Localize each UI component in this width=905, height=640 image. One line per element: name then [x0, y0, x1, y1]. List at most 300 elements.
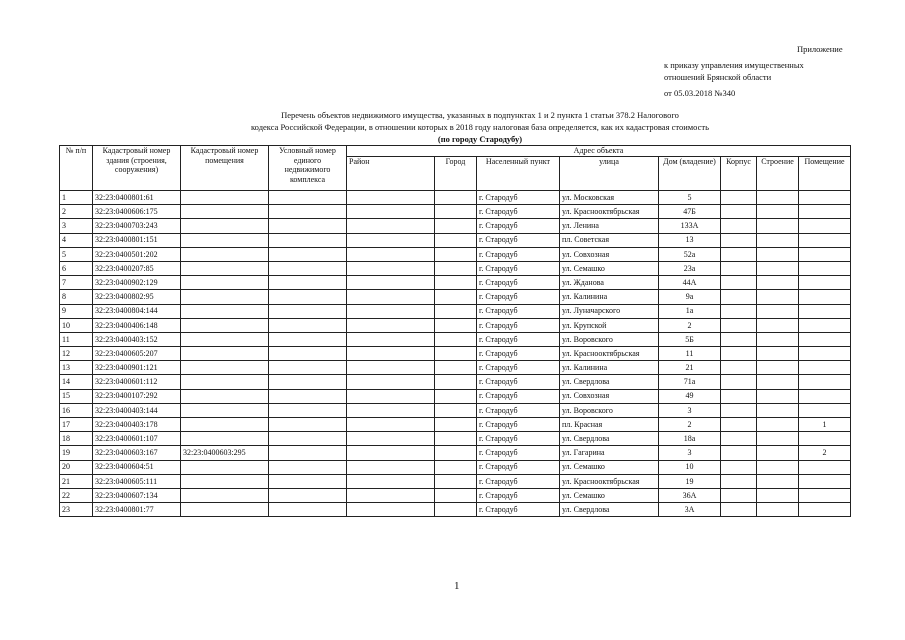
- cell-city: [435, 503, 477, 517]
- page-number: 1: [454, 580, 460, 592]
- cell-locality: г. Стародуб: [477, 191, 560, 205]
- cell-city: [435, 432, 477, 446]
- cell-house: 21: [659, 361, 721, 375]
- cell-complex-number: [269, 446, 347, 460]
- cell-complex-number: [269, 347, 347, 361]
- cell-district: [347, 247, 435, 261]
- cell-pomeshchenie: [799, 261, 851, 275]
- cell-korpus: [721, 219, 757, 233]
- cell-building-cadastral: 32:23:0400606:175: [93, 205, 181, 219]
- cell-street: ул. Краснооктябрьская: [560, 205, 659, 219]
- cell-korpus: [721, 318, 757, 332]
- cell-city: [435, 276, 477, 290]
- cell-building-cadastral: 32:23:0400207:85: [93, 261, 181, 275]
- cell-locality: г. Стародуб: [477, 389, 560, 403]
- cell-premise-cadastral: [181, 261, 269, 275]
- cell-house: 10: [659, 460, 721, 474]
- cell-street: ул. Свердлова: [560, 375, 659, 389]
- cell-num: 22: [60, 488, 93, 502]
- appendix-authority-line: отношений Брянской области: [664, 72, 772, 82]
- cell-locality: г. Стародуб: [477, 460, 560, 474]
- cell-locality: г. Стародуб: [477, 304, 560, 318]
- cell-locality: г. Стародуб: [477, 474, 560, 488]
- table-row: [60, 205, 851, 219]
- cell-district: [347, 474, 435, 488]
- cell-stroenie: [757, 247, 799, 261]
- cell-building-cadastral: 32:23:0400601:107: [93, 432, 181, 446]
- cell-stroenie: [757, 389, 799, 403]
- cell-premise-cadastral: [181, 290, 269, 304]
- cell-premise-cadastral: [181, 375, 269, 389]
- cell-district: [347, 233, 435, 247]
- cell-street: ул. Семашко: [560, 261, 659, 275]
- cell-city: [435, 261, 477, 275]
- cell-building-cadastral: 32:23:0400403:144: [93, 403, 181, 417]
- header-city: Город: [435, 157, 477, 191]
- cell-building-cadastral: 32:23:0400802:95: [93, 290, 181, 304]
- cell-district: [347, 347, 435, 361]
- cell-num: 9: [60, 304, 93, 318]
- table-row: [60, 488, 851, 502]
- cell-stroenie: [757, 361, 799, 375]
- cell-korpus: [721, 432, 757, 446]
- cell-pomeshchenie: [799, 219, 851, 233]
- cell-house: 19: [659, 474, 721, 488]
- cell-street: ул. Жданова: [560, 276, 659, 290]
- cell-city: [435, 332, 477, 346]
- cell-district: [347, 361, 435, 375]
- cell-street: ул. Воровского: [560, 403, 659, 417]
- cell-house: 5: [659, 191, 721, 205]
- cell-house: 13: [659, 233, 721, 247]
- cell-korpus: [721, 474, 757, 488]
- table-row: [60, 460, 851, 474]
- header-num: № п/п: [60, 146, 93, 191]
- cell-building-cadastral: 32:23:0400603:167: [93, 446, 181, 460]
- table-row: [60, 304, 851, 318]
- cell-pomeshchenie: [799, 432, 851, 446]
- cell-locality: г. Стародуб: [477, 503, 560, 517]
- cell-house: 1а: [659, 304, 721, 318]
- cell-stroenie: [757, 332, 799, 346]
- cell-city: [435, 375, 477, 389]
- cell-house: 11: [659, 347, 721, 361]
- property-register-table: [59, 145, 851, 517]
- cell-building-cadastral: 32:23:0400902:129: [93, 276, 181, 290]
- cell-locality: г. Стародуб: [477, 446, 560, 460]
- cell-pomeshchenie: [799, 233, 851, 247]
- cell-locality: г. Стародуб: [477, 332, 560, 346]
- cell-district: [347, 191, 435, 205]
- cell-locality: г. Стародуб: [477, 233, 560, 247]
- cell-stroenie: [757, 488, 799, 502]
- cell-num: 8: [60, 290, 93, 304]
- cell-complex-number: [269, 418, 347, 432]
- cell-complex-number: [269, 474, 347, 488]
- cell-city: [435, 219, 477, 233]
- cell-locality: г. Стародуб: [477, 247, 560, 261]
- cell-district: [347, 432, 435, 446]
- cell-pomeshchenie: [799, 247, 851, 261]
- cell-pomeshchenie: [799, 290, 851, 304]
- cell-num: 6: [60, 261, 93, 275]
- cell-premise-cadastral: [181, 403, 269, 417]
- cell-stroenie: [757, 347, 799, 361]
- cell-district: [347, 375, 435, 389]
- cell-stroenie: [757, 276, 799, 290]
- header-house: Дом (владение): [659, 157, 721, 191]
- cell-num: 19: [60, 446, 93, 460]
- cell-street: ул. Калинина: [560, 290, 659, 304]
- cell-stroenie: [757, 474, 799, 488]
- document-heading-line-1: Перечень объектов недвижимого имущества, указанных в подпунктах 1 и 2 пункта 1 статьи 378.2 Налогового: [281, 110, 679, 120]
- cell-locality: г. Стародуб: [477, 205, 560, 219]
- cell-house: 3: [659, 403, 721, 417]
- cell-locality: г. Стародуб: [477, 219, 560, 233]
- cell-city: [435, 347, 477, 361]
- table-row: [60, 276, 851, 290]
- cell-stroenie: [757, 304, 799, 318]
- cell-street: ул. Краснооктябрьская: [560, 347, 659, 361]
- cell-korpus: [721, 304, 757, 318]
- cell-korpus: [721, 276, 757, 290]
- cell-locality: г. Стародуб: [477, 375, 560, 389]
- cell-district: [347, 503, 435, 517]
- cell-complex-number: [269, 332, 347, 346]
- cell-num: 17: [60, 418, 93, 432]
- cell-num: 23: [60, 503, 93, 517]
- cell-city: [435, 488, 477, 502]
- cell-pomeshchenie: [799, 191, 851, 205]
- cell-street: пл. Советская: [560, 233, 659, 247]
- cell-locality: г. Стародуб: [477, 432, 560, 446]
- table-row: [60, 219, 851, 233]
- cell-locality: г. Стародуб: [477, 488, 560, 502]
- cell-premise-cadastral: [181, 432, 269, 446]
- cell-district: [347, 403, 435, 417]
- cell-premise-cadastral: [181, 474, 269, 488]
- cell-pomeshchenie: [799, 503, 851, 517]
- cell-stroenie: [757, 205, 799, 219]
- cell-house: 36А: [659, 488, 721, 502]
- cell-stroenie: [757, 233, 799, 247]
- cell-korpus: [721, 403, 757, 417]
- cell-street: пл. Красная: [560, 418, 659, 432]
- cell-num: 1: [60, 191, 93, 205]
- cell-building-cadastral: 32:23:0400107:292: [93, 389, 181, 403]
- cell-korpus: [721, 290, 757, 304]
- cell-street: ул. Семашко: [560, 460, 659, 474]
- cell-city: [435, 233, 477, 247]
- cell-pomeshchenie: [799, 318, 851, 332]
- cell-korpus: [721, 205, 757, 219]
- cell-num: 12: [60, 347, 93, 361]
- cell-complex-number: [269, 389, 347, 403]
- cell-num: 7: [60, 276, 93, 290]
- cell-city: [435, 304, 477, 318]
- cell-korpus: [721, 247, 757, 261]
- header-district: Район: [347, 157, 435, 191]
- table-row: [60, 418, 851, 432]
- cell-street: ул. Крупской: [560, 318, 659, 332]
- table-row: [60, 290, 851, 304]
- table-row: [60, 432, 851, 446]
- cell-district: [347, 290, 435, 304]
- cell-complex-number: [269, 375, 347, 389]
- cell-num: 3: [60, 219, 93, 233]
- cell-pomeshchenie: 1: [799, 418, 851, 432]
- cell-korpus: [721, 233, 757, 247]
- cell-street: ул. Калинина: [560, 361, 659, 375]
- cell-stroenie: [757, 446, 799, 460]
- cell-building-cadastral: 32:23:0400403:178: [93, 418, 181, 432]
- cell-building-cadastral: 32:23:0400605:207: [93, 347, 181, 361]
- cell-korpus: [721, 261, 757, 275]
- cell-district: [347, 488, 435, 502]
- header-address: Адрес объекта: [347, 146, 851, 157]
- cell-city: [435, 389, 477, 403]
- cell-building-cadastral: 32:23:0400703:243: [93, 219, 181, 233]
- cell-complex-number: [269, 460, 347, 474]
- table-header-row: [60, 146, 851, 157]
- table-row: [60, 446, 851, 460]
- appendix-date-line: от 05.03.2018 №340: [664, 88, 736, 98]
- cell-district: [347, 205, 435, 219]
- cell-street: ул. Совхозная: [560, 247, 659, 261]
- cell-premise-cadastral: [181, 219, 269, 233]
- cell-num: 14: [60, 375, 93, 389]
- cell-city: [435, 191, 477, 205]
- cell-street: ул. Свердлова: [560, 432, 659, 446]
- cell-locality: г. Стародуб: [477, 276, 560, 290]
- cell-korpus: [721, 389, 757, 403]
- cell-building-cadastral: 32:23:0400604:51: [93, 460, 181, 474]
- cell-building-cadastral: 32:23:0400801:77: [93, 503, 181, 517]
- cell-pomeshchenie: [799, 304, 851, 318]
- cell-city: [435, 290, 477, 304]
- cell-district: [347, 332, 435, 346]
- cell-locality: г. Стародуб: [477, 261, 560, 275]
- cell-complex-number: [269, 261, 347, 275]
- cell-korpus: [721, 332, 757, 346]
- cell-premise-cadastral: [181, 318, 269, 332]
- cell-stroenie: [757, 191, 799, 205]
- cell-complex-number: [269, 304, 347, 318]
- cell-street: ул. Гагарина: [560, 446, 659, 460]
- appendix-title: Приложение: [797, 44, 843, 54]
- cell-pomeshchenie: [799, 389, 851, 403]
- cell-house: 44А: [659, 276, 721, 290]
- cell-pomeshchenie: [799, 332, 851, 346]
- cell-district: [347, 304, 435, 318]
- header-building-cadastral: Кадастровый номер здания (строения, сооружения): [93, 146, 181, 191]
- cell-num: 2: [60, 205, 93, 219]
- table-row: [60, 233, 851, 247]
- cell-building-cadastral: 32:23:0400804:144: [93, 304, 181, 318]
- cell-pomeshchenie: [799, 375, 851, 389]
- cell-city: [435, 205, 477, 219]
- cell-pomeshchenie: 2: [799, 446, 851, 460]
- cell-pomeshchenie: [799, 347, 851, 361]
- cell-house: 5Б: [659, 332, 721, 346]
- table-row: [60, 389, 851, 403]
- cell-stroenie: [757, 503, 799, 517]
- cell-premise-cadastral: [181, 233, 269, 247]
- table-row: [60, 261, 851, 275]
- cell-korpus: [721, 460, 757, 474]
- header-locality: Населенный пункт: [477, 157, 560, 191]
- table-row: [60, 347, 851, 361]
- table-row: [60, 375, 851, 389]
- table-row: [60, 318, 851, 332]
- cell-korpus: [721, 418, 757, 432]
- table-row: [60, 503, 851, 517]
- cell-city: [435, 403, 477, 417]
- cell-city: [435, 446, 477, 460]
- cell-complex-number: [269, 290, 347, 304]
- cell-stroenie: [757, 318, 799, 332]
- cell-korpus: [721, 375, 757, 389]
- cell-num: 18: [60, 432, 93, 446]
- cell-complex-number: [269, 318, 347, 332]
- cell-premise-cadastral: [181, 460, 269, 474]
- header-stroenie: Строение: [757, 157, 799, 191]
- cell-complex-number: [269, 247, 347, 261]
- cell-house: 2: [659, 318, 721, 332]
- cell-num: 21: [60, 474, 93, 488]
- cell-num: 16: [60, 403, 93, 417]
- header-complex-number: Условный номер единого недвижимого комплекса: [269, 146, 347, 191]
- cell-street: ул. Ленина: [560, 219, 659, 233]
- header-pomeshchenie: Помещение: [799, 157, 851, 191]
- cell-num: 10: [60, 318, 93, 332]
- cell-premise-cadastral: [181, 347, 269, 361]
- cell-locality: г. Стародуб: [477, 403, 560, 417]
- cell-pomeshchenie: [799, 460, 851, 474]
- cell-complex-number: [269, 205, 347, 219]
- cell-num: 15: [60, 389, 93, 403]
- table-row: [60, 247, 851, 261]
- cell-premise-cadastral: 32:23:0400603:295: [181, 446, 269, 460]
- cell-num: 20: [60, 460, 93, 474]
- cell-district: [347, 418, 435, 432]
- cell-complex-number: [269, 233, 347, 247]
- cell-house: 47Б: [659, 205, 721, 219]
- cell-building-cadastral: 32:23:0400607:134: [93, 488, 181, 502]
- cell-locality: г. Стародуб: [477, 318, 560, 332]
- cell-city: [435, 247, 477, 261]
- table-row: [60, 361, 851, 375]
- cell-pomeshchenie: [799, 361, 851, 375]
- cell-house: 49: [659, 389, 721, 403]
- cell-korpus: [721, 347, 757, 361]
- cell-premise-cadastral: [181, 418, 269, 432]
- cell-pomeshchenie: [799, 474, 851, 488]
- document-heading-city: (по городу Стародубу): [437, 134, 523, 144]
- cell-complex-number: [269, 191, 347, 205]
- header-korpus: Корпус: [721, 157, 757, 191]
- cell-building-cadastral: 32:23:0400501:202: [93, 247, 181, 261]
- cell-stroenie: [757, 261, 799, 275]
- cell-stroenie: [757, 375, 799, 389]
- cell-district: [347, 219, 435, 233]
- cell-premise-cadastral: [181, 503, 269, 517]
- cell-premise-cadastral: [181, 304, 269, 318]
- header-premise-cadastral: Кадастровый номер помещения: [181, 146, 269, 191]
- cell-district: [347, 261, 435, 275]
- cell-korpus: [721, 503, 757, 517]
- cell-num: 5: [60, 247, 93, 261]
- cell-complex-number: [269, 361, 347, 375]
- cell-complex-number: [269, 403, 347, 417]
- cell-district: [347, 389, 435, 403]
- cell-street: ул. Свердлова: [560, 503, 659, 517]
- cell-district: [347, 276, 435, 290]
- cell-premise-cadastral: [181, 488, 269, 502]
- cell-locality: г. Стародуб: [477, 347, 560, 361]
- cell-locality: г. Стародуб: [477, 418, 560, 432]
- cell-stroenie: [757, 290, 799, 304]
- cell-complex-number: [269, 219, 347, 233]
- cell-num: 13: [60, 361, 93, 375]
- cell-building-cadastral: 32:23:0400406:148: [93, 318, 181, 332]
- cell-num: 4: [60, 233, 93, 247]
- cell-street: ул. Совхозная: [560, 389, 659, 403]
- cell-pomeshchenie: [799, 403, 851, 417]
- cell-street: ул. Луначарского: [560, 304, 659, 318]
- cell-district: [347, 446, 435, 460]
- cell-pomeshchenie: [799, 276, 851, 290]
- cell-house: 3А: [659, 503, 721, 517]
- header-street: улица: [560, 157, 659, 191]
- cell-premise-cadastral: [181, 361, 269, 375]
- cell-building-cadastral: 32:23:0400601:112: [93, 375, 181, 389]
- cell-house: 23а: [659, 261, 721, 275]
- cell-house: 2: [659, 418, 721, 432]
- cell-korpus: [721, 488, 757, 502]
- cell-city: [435, 418, 477, 432]
- cell-house: 3: [659, 446, 721, 460]
- cell-house: 52а: [659, 247, 721, 261]
- table-row: [60, 191, 851, 205]
- cell-street: ул. Краснооктябрьская: [560, 474, 659, 488]
- cell-premise-cadastral: [181, 332, 269, 346]
- cell-stroenie: [757, 432, 799, 446]
- cell-num: 11: [60, 332, 93, 346]
- appendix-order-line: к приказу управления имущественных: [664, 60, 804, 70]
- cell-street: ул. Семашко: [560, 488, 659, 502]
- cell-street: ул. Московская: [560, 191, 659, 205]
- cell-pomeshchenie: [799, 205, 851, 219]
- cell-korpus: [721, 446, 757, 460]
- cell-locality: г. Стародуб: [477, 361, 560, 375]
- cell-house: 9а: [659, 290, 721, 304]
- cell-premise-cadastral: [181, 276, 269, 290]
- cell-complex-number: [269, 432, 347, 446]
- table-row: [60, 403, 851, 417]
- cell-house: 18а: [659, 432, 721, 446]
- cell-building-cadastral: 32:23:0400901:121: [93, 361, 181, 375]
- cell-building-cadastral: 32:23:0400801:61: [93, 191, 181, 205]
- cell-korpus: [721, 191, 757, 205]
- table-row: [60, 332, 851, 346]
- cell-korpus: [721, 361, 757, 375]
- cell-house: 133А: [659, 219, 721, 233]
- cell-city: [435, 318, 477, 332]
- cell-premise-cadastral: [181, 205, 269, 219]
- table-row: [60, 474, 851, 488]
- cell-stroenie: [757, 403, 799, 417]
